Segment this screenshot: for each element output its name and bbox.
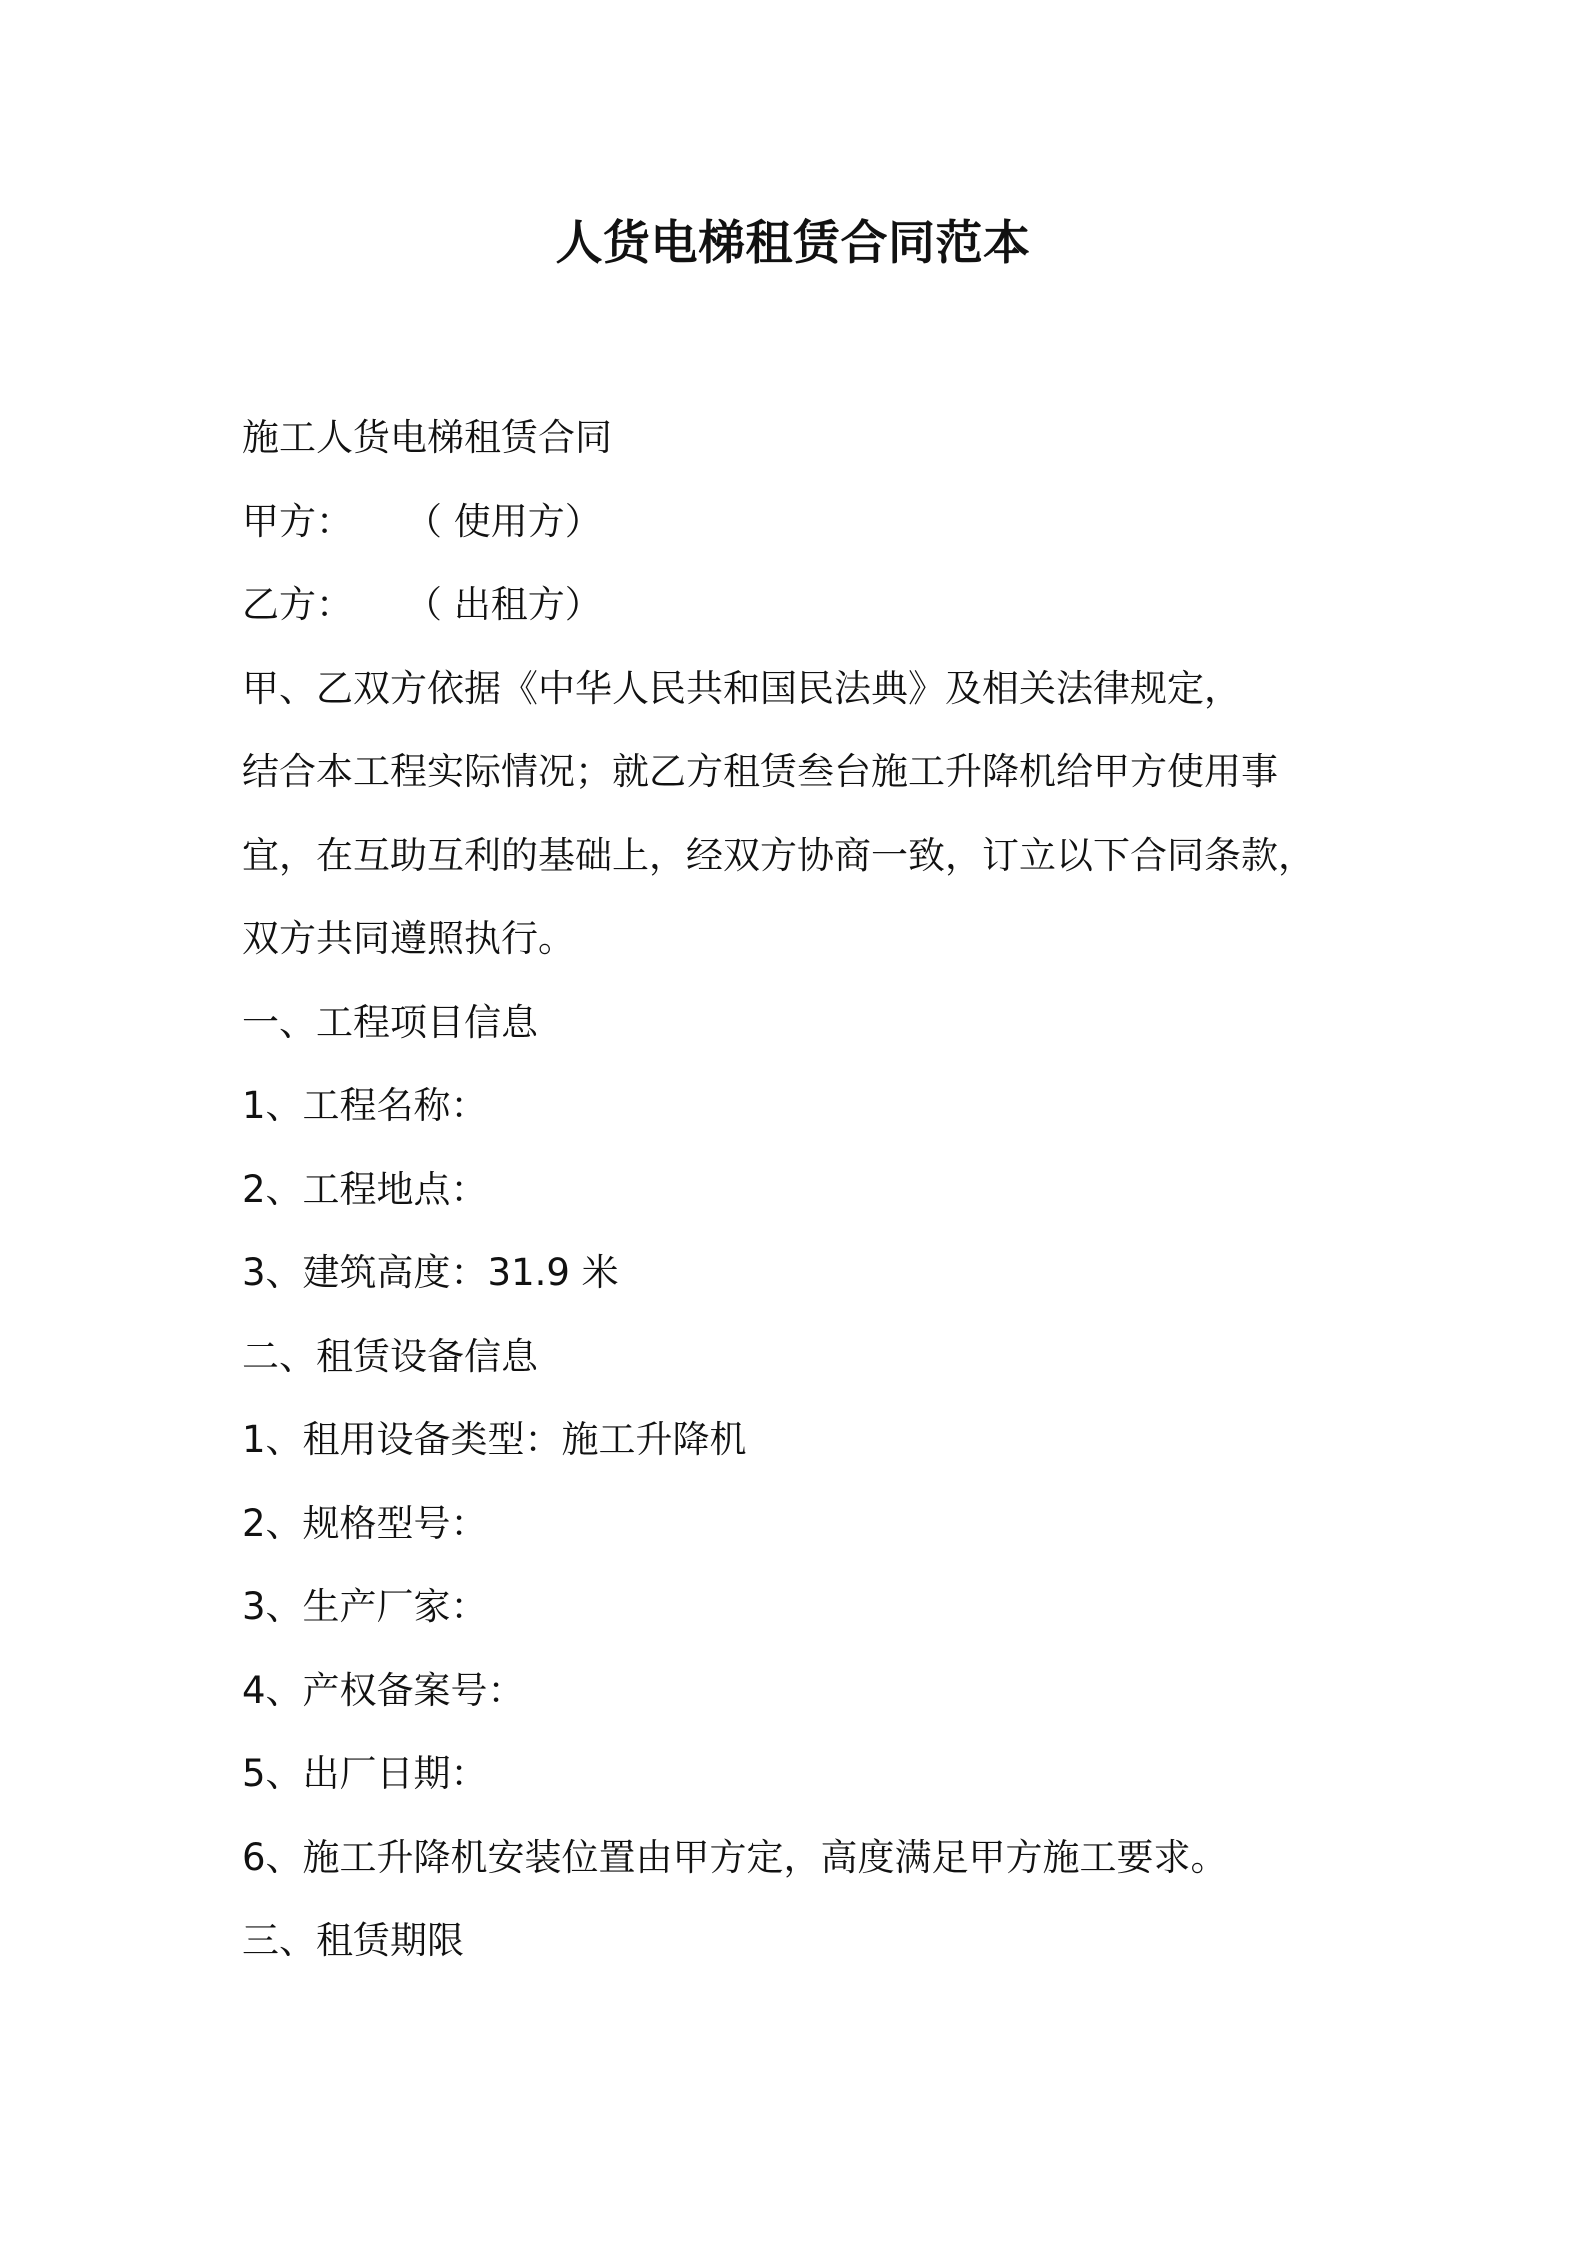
section-heading-equipment-info: 二、租赁设备信息 [242, 1334, 538, 1378]
building-height-field: 3、建筑高度：31.9 米 [242, 1251, 619, 1294]
registration-number-field: 4、产权备案号： [242, 1668, 525, 1712]
equipment-type-field: 1、租用设备类型：施工升降机 [242, 1418, 747, 1461]
installation-location-clause: 6、施工升降机安装位置由甲方定，高度满足甲方施工要求。 [242, 1835, 1228, 1879]
manufacturer-field: 3、生产厂家： [242, 1585, 488, 1628]
party-a-label: 甲方： [242, 499, 353, 543]
manufacture-date-field: 5、出厂日期： [242, 1752, 488, 1795]
project-name-field: 1、工程名称： [242, 1084, 488, 1127]
party-a-line [242, 492, 1372, 576]
party-b-label: 乙方： [242, 583, 353, 626]
preamble-line-3: 宜，在互助互利的基础上，经双方协商一致，订立以下合同条款， [242, 833, 1315, 877]
party-b-line [242, 575, 1372, 659]
document-title: 人货电梯租赁合同范本 [555, 216, 1031, 271]
party-b-role: （ 出租方） [405, 583, 602, 626]
section-heading-lease-term: 三、租赁期限 [242, 1919, 464, 1962]
party-a-role: （ 使用方） [405, 499, 602, 543]
preamble-line-2: 结合本工程实际情况；就乙方租赁叁台施工升降机给甲方使用事 [242, 750, 1278, 793]
preamble-line-4: 双方共同遵照执行。 [242, 917, 575, 960]
document-body [242, 408, 1372, 1995]
model-spec-field: 2、规格型号： [242, 1501, 488, 1545]
contract-subtitle: 施工人货电梯租赁合同 [242, 416, 612, 459]
section-heading-project-info: 一、工程项目信息 [242, 1000, 538, 1044]
project-location-field: 2、工程地点： [242, 1167, 488, 1211]
preamble-line-1: 甲、乙双方依据《中华人民共和国民法典》及相关法律规定， [242, 666, 1241, 710]
